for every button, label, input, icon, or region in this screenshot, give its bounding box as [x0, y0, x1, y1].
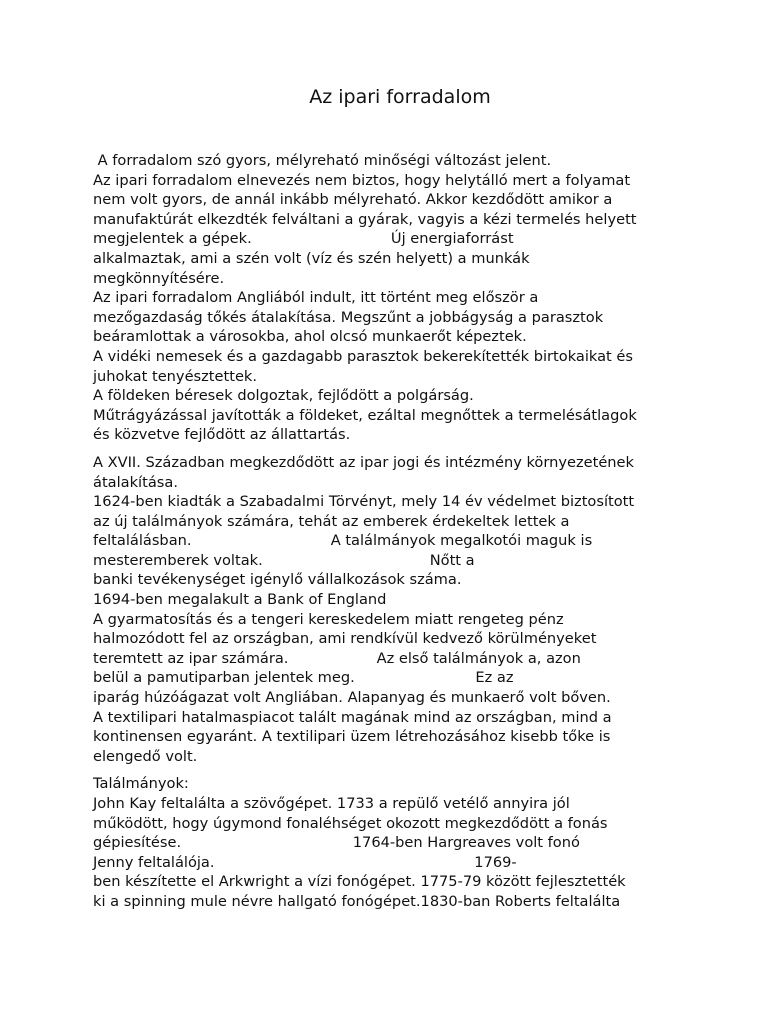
- text-line: megjelentek a gépek. Új energiaforrást: [93, 230, 514, 248]
- text-line: banki tevékenységet igénylő vállalkozások száma.: [93, 571, 462, 589]
- document-body: [93, 151, 683, 912]
- text-line: Az ipari forradalom elnevezés nem biztos, hogy helytálló mert a folyamat: [93, 171, 631, 189]
- text-line: kontinensen egyaránt. A textilipari üzem létrehozásához kisebb tőke is: [93, 728, 611, 746]
- text-line: mezőgazdaság tőkés átalakítása. Megszűnt a jobbágyság a parasztok: [93, 308, 604, 326]
- page-title: Az ipari forradalom: [309, 86, 491, 108]
- text-line: gépiesítése. 1764-ben Hargreaves volt fonó: [93, 834, 580, 852]
- text-line: és közvetve fejlődött az állattartás.: [93, 426, 351, 444]
- text-line: átalakítása.: [93, 473, 178, 491]
- text-line: belül a pamutiparban jelentek meg. Ez az: [93, 669, 514, 687]
- text-line: nem volt gyors, de annál inkább mélyreható. Akkor kezdődött amikor a: [93, 191, 613, 209]
- paragraph-gap: [93, 445, 683, 453]
- paragraph: [93, 151, 683, 445]
- text-line: Jenny feltalálója. 1769-: [93, 853, 517, 871]
- text-line: mesteremberek voltak. Nőtt a: [93, 551, 475, 569]
- text-line: 1694-ben megalakult a Bank of England: [93, 591, 387, 609]
- text-line: megkönnyítésére.: [93, 269, 225, 287]
- text-line: működött, hogy úgymond fonaléhséget okozott megkezdődött a fonás: [93, 814, 608, 832]
- text-line: A textilipari hatalmaspiacot talált magának mind az országban, mind a: [93, 708, 612, 726]
- text-line: A gyarmatosítás és a tengeri kereskedelem miatt rengeteg pénz: [93, 610, 564, 628]
- text-line: az új találmányok számára, tehát az emberek érdekeltek lettek a: [93, 512, 570, 530]
- text-line: iparág húzóágazat volt Angliában. Alapanyag és munkaerő volt bőven.: [93, 689, 611, 707]
- text-line: elengedő volt.: [93, 747, 198, 765]
- text-line: Találmányok:: [93, 775, 189, 793]
- text-line: manufaktúrát elkezdték felváltani a gyárak, vagyis a kézi termelés helyett: [93, 210, 637, 228]
- text-line: 1624-ben kiadták a Szabadalmi Törvényt, mely 14 év védelmet biztosított: [93, 493, 635, 511]
- text-line: teremtett az ipar számára. Az első találmányok a, azon: [93, 649, 581, 667]
- paragraph: [93, 774, 683, 911]
- paragraph: [93, 453, 683, 767]
- text-line: feltalálásban. A találmányok megalkotói maguk is: [93, 532, 593, 550]
- text-line: ben készítette el Arkwright a vízi fonógépet. 1775-79 között fejlesztették: [93, 873, 626, 891]
- text-line: Az ipari forradalom Angliából indult, itt történt meg először a: [93, 289, 539, 307]
- text-line: John Kay feltalálta a szövőgépet. 1733 a repülő vetélő annyira jól: [93, 795, 570, 812]
- text-line: ki a spinning mule névre hallgató fonógépet.1830-ban Roberts feltalálta: [93, 892, 621, 910]
- text-line: halmozódott fel az országban, ami rendkívül kedvező körülményeket: [93, 630, 597, 648]
- text-line: A forradalom szó gyors, mélyreható minőségi változást jelent.: [93, 152, 552, 169]
- text-line: A vidéki nemesek és a gazdagabb parasztok bekerekítették birtokaikat és: [93, 347, 633, 365]
- text-line: A XVII. Században megkezdődött az ipar jogi és intézmény környezetének: [93, 453, 634, 471]
- text-line: juhokat tenyésztettek.: [93, 367, 258, 385]
- text-line: alkalmaztak, ami a szén volt (víz és szén helyett) a munkák: [93, 249, 530, 267]
- text-line: beáramlottak a városokba, ahol olcsó munkaerőt képeztek.: [93, 328, 527, 346]
- text-line: Műtrágyázással javították a földeket, ezáltal megnőttek a termelésátlagok: [93, 406, 637, 424]
- text-line: A földeken béresek dolgoztak, fejlődött a polgárság.: [93, 387, 474, 405]
- paragraph-gap: [93, 766, 683, 774]
